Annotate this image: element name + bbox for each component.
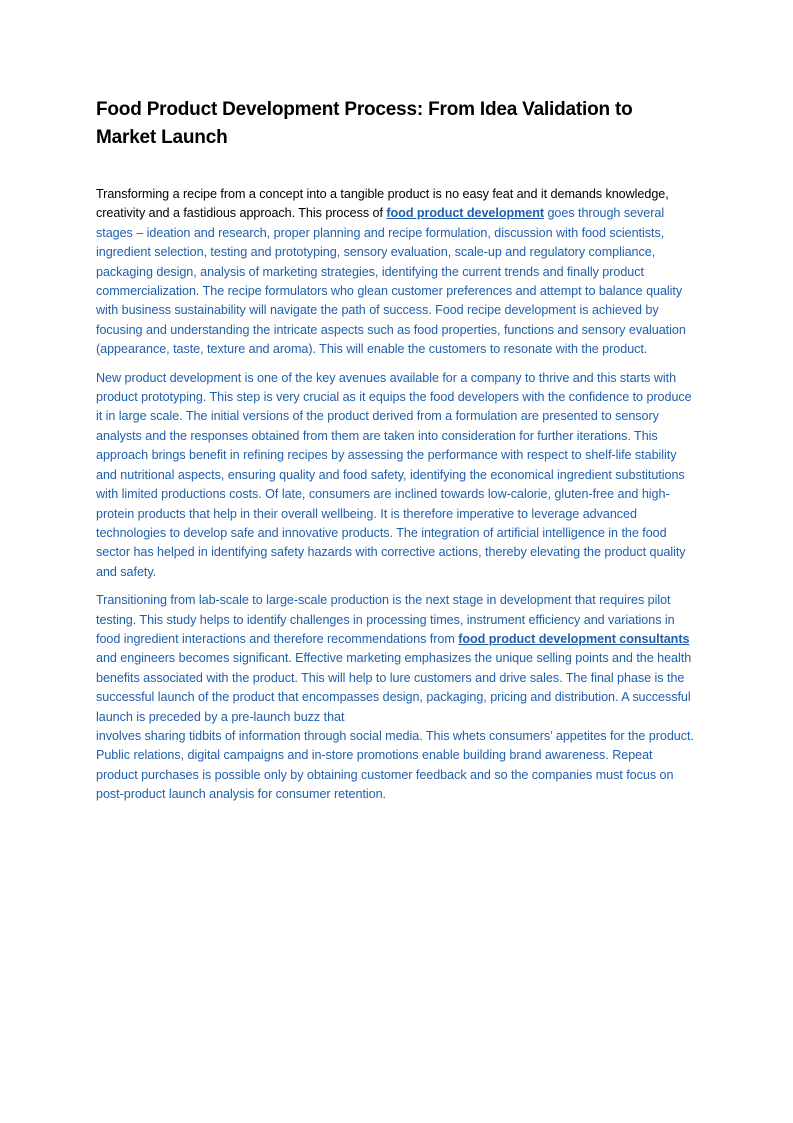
scale-up-text-before: Transitioning from lab-scale to large-scale production is the next stage in development that requires pilot testing. This study helps to identify challenges in processing times, instrument efficiency and variations in food ingredient interactions and therefore recommendations from — [96, 593, 675, 646]
paragraph-intro — [96, 185, 696, 360]
scale-up-continuation: involves sharing tidbits of information through social media. This whets consumers’ appetites for the product. Public relations, digital campaigns and in-store promotions enable building brand awareness. Repeat product purchases is possible only by obtaining customer feedback and so the companies must focus on post-product launch analysis for consumer retention. — [96, 728, 694, 802]
intro-rest-text: goes through several stages – ideation and research, proper planning and recipe formulation, discussion with food scientists, ingredient selection, testing and prototyping, sensory evaluation, scale-up and regulatory compliance, packaging design, analysis of marketing strategies, identifying the current trends and finally product commercialization. The recipe formulators who glean customer preferences and attempt to balance quality with business sustainability will navigate the path of success. Food recipe development is achieved by focusing and understanding the intricate aspects such as food properties, functions and sensory evaluation (appearance, taste, texture and aroma). This will enable the customers to resonate with the product. — [96, 206, 686, 357]
paragraph-scale-up — [96, 591, 696, 804]
food-product-development-link[interactable]: food product development — [386, 206, 545, 221]
page-title: Food Product Development Process: From Idea Validation to Market Launch — [96, 99, 633, 148]
food-product-development-consultants-link[interactable]: food product development consultants — [458, 631, 690, 646]
document-page — [96, 96, 696, 805]
scale-up-text-after: and engineers becomes significant. Effective marketing emphasizes the unique selling points and the health benefits associated with the product. This will help to lure customers and drive sales. The final phase is the successful launch of the product that encompasses design, packaging, pricing and distribution. A successful launch is preceded by a pre-launch buzz that — [96, 651, 692, 724]
paragraph-prototyping: New product development is one of the key avenues available for a company to thrive and this starts with product prototyping. This step is very crucial as it equips the food developers with the confidence to produce it in large scale. The initial versions of the product derived from a formulation are presented to sensory analysts and the responses obtained from them are taken into consideration for further iterations. This approach brings benefit in refining recipes by assessing the performance with respect to shelf-life stability and nutritional aspects, ensuring quality and food safety, identifying the economical ingredient substitutions with limited productions costs. Of late, consumers are inclined towards low-calorie, gluten-free and high-protein products that help in their overall wellbeing. It is therefore imperative to leverage advanced technologies to develop safe and innovative products. The integration of artificial intelligence in the food sector has helped in identifying safety hazards with corrective actions, thereby elevating the product quality and safety. — [96, 370, 692, 579]
intro-black-text: Transforming a recipe from a concept into a tangible product is no easy feat and it demands knowledge, creativity and a fastidious approach. This process of — [96, 187, 669, 221]
